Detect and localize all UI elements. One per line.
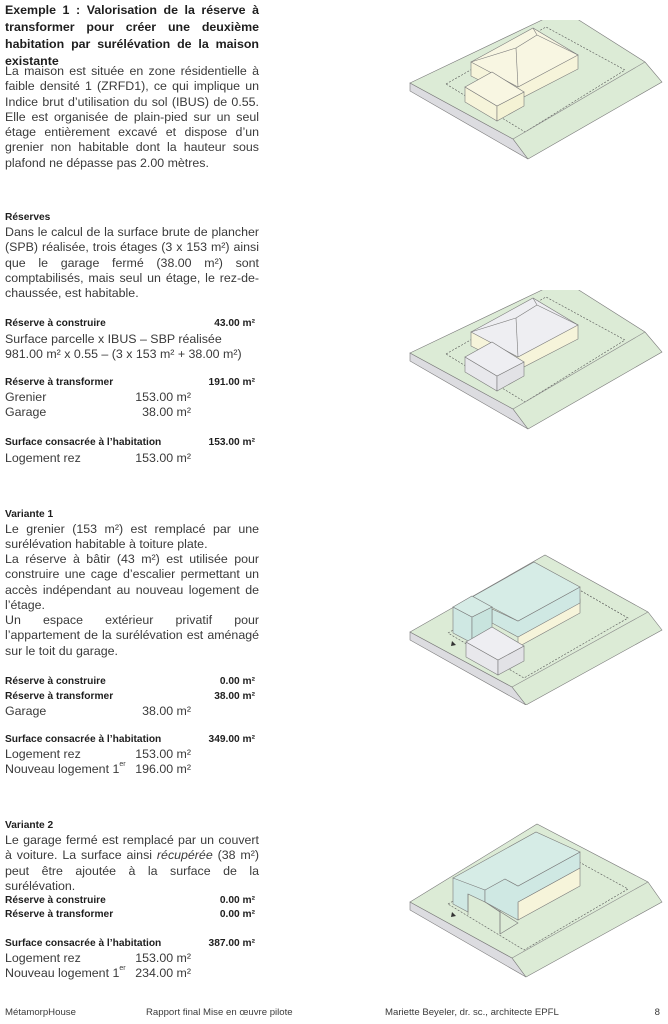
logement-rez-value: 153.00 m² — [135, 451, 191, 465]
intro-paragraph: La maison est située en zone résidentielle à faible densité 1 (ZRFD1), ce qui implique un Indice brut d’utilisation du sol (IBUS) de 0.55. Elle est organisée de plain-pied sur un seul étage entièrement excavé et dispose d’un grenier non habitable dont la hauteur sous plafond ne dépasse pas 2.00 mètres. — [5, 64, 259, 170]
v2-habitation-value: 387.00 m² — [208, 938, 255, 949]
illustration-reserves — [400, 290, 668, 435]
variante2-paragraph — [5, 833, 259, 894]
v1-garage-value: 38.00 m² — [142, 704, 191, 718]
v1-nouveau-logement-sup: er — [119, 761, 126, 768]
reserve-construire-value: 43.00 m² — [214, 318, 255, 329]
v2-habitation-row — [5, 938, 255, 952]
v2-reserve-construire-label: Réserve à construire — [5, 895, 106, 906]
v2-reserve-construire-row — [5, 895, 255, 909]
variante2-text-emphasis: récupérée — [156, 848, 213, 863]
v1-nouveau-logement-text: Nouveau logement 1 — [5, 762, 120, 776]
footer-project-name: MétamorpHouse — [5, 1007, 76, 1018]
logement-rez-row — [5, 451, 255, 467]
grenier-label: Grenier — [5, 390, 47, 404]
v1-reserve-construire-row — [5, 676, 255, 690]
v1-logement-rez-value: 153.00 m² — [135, 747, 191, 761]
v2-nouveau-logement-sup: er — [119, 965, 126, 972]
garage-row — [5, 405, 255, 421]
reserve-construire-label: Réserve à construire — [5, 318, 106, 329]
reserves-heading: Réserves — [5, 212, 51, 223]
v2-nouveau-logement-text: Nouveau logement 1 — [5, 966, 120, 980]
v1-habitation-label: Surface consacrée à l’habitation — [5, 734, 162, 745]
reserve-construire-row — [5, 318, 255, 332]
v2-reserve-transformer-value: 0.00 m² — [219, 909, 255, 920]
v1-habitation-value: 349.00 m² — [208, 734, 255, 745]
v1-logement-rez-label: Logement rez — [5, 747, 81, 761]
habitation-row — [5, 437, 255, 451]
v1-nouveau-logement-value: 196.00 m² — [135, 762, 191, 776]
v2-habitation-label: Surface consacrée à l’habitation — [5, 938, 162, 949]
v1-reserve-construire-value: 0.00 m² — [219, 676, 255, 687]
garage-label: Garage — [5, 405, 47, 419]
v2-reserve-transformer-label: Réserve à transformer — [5, 909, 114, 920]
garage-value: 38.00 m² — [142, 405, 191, 419]
v2-reserve-transformer-row — [5, 909, 255, 923]
footer-author: Mariette Beyeler, dr. sc., architecte EPFL — [385, 1007, 559, 1018]
page-number: 8 — [654, 1007, 660, 1018]
v1-habitation-row — [5, 734, 255, 748]
reserve-transformer-label: Réserve à transformer — [5, 377, 114, 388]
variante2-text-b: (38 m²) peut être ajoutée à la surface de la surélévation. — [5, 848, 259, 893]
grenier-row — [5, 390, 255, 406]
illustration-existing-house — [400, 20, 668, 165]
v1-reserve-transformer-value: 38.00 m² — [214, 691, 255, 702]
illustration-variante-1 — [400, 545, 668, 705]
variante2-heading: Variante 2 — [5, 820, 54, 831]
reserves-paragraph: Dans le calcul de la surface brute de plancher (SPB) réalisée, trois étages (3 x 153 m²) ainsi que le garage fermé (38.00 m²) sont comptabilisés, mais seul un étage, le rez-de-chaussée, est habitable. — [5, 225, 259, 301]
variante1-paragraph-1: Le grenier (153 m²) est remplacé par une surélévation habitable à toiture plate. — [5, 522, 259, 552]
variante2-text-a: Le garage fermé est remplacé par un couvert à voiture. La surface ainsi — [5, 833, 259, 863]
habitation-value: 153.00 m² — [208, 437, 255, 448]
v2-nouveau-logement-row — [5, 966, 255, 982]
v2-nouveau-logement-label — [5, 966, 126, 980]
v2-reserve-construire-value: 0.00 m² — [219, 895, 255, 906]
v1-reserve-transformer-row — [5, 691, 255, 705]
v2-logement-rez-label: Logement rez — [5, 951, 81, 965]
variante1-heading: Variante 1 — [5, 509, 54, 520]
page-title: Exemple 1 : Valorisation de la réserve à transformer pour créer une deuxième habitation par surélévation de la maison existante — [5, 3, 259, 68]
logement-rez-label: Logement rez — [5, 451, 81, 465]
v1-logement-rez-row — [5, 747, 255, 763]
variante1-paragraph-3: Un espace extérieur privatif pour l’appartement de la surélévation est aménagé sur le toit du garage. — [5, 613, 259, 658]
formula-line-1: Surface parcelle x IBUS – SBP réalisée — [5, 332, 222, 346]
reserve-transformer-value: 191.00 m² — [208, 377, 255, 388]
v1-garage-row — [5, 704, 255, 720]
habitation-label: Surface consacrée à l’habitation — [5, 437, 162, 448]
v1-nouveau-logement-label — [5, 762, 126, 776]
grenier-value: 153.00 m² — [135, 390, 191, 404]
reserve-transformer-row — [5, 377, 255, 391]
illustration-variante-2 — [400, 822, 668, 982]
v2-logement-rez-value: 153.00 m² — [135, 951, 191, 965]
formula-line-2: 981.00 m² x 0.55 – (3 x 153 m² + 38.00 m²) — [5, 347, 242, 361]
footer-report-title: Rapport final Mise en œuvre pilote — [146, 1007, 293, 1018]
v2-logement-rez-row — [5, 951, 255, 967]
v2-nouveau-logement-value: 234.00 m² — [135, 966, 191, 980]
v1-reserve-construire-label: Réserve à construire — [5, 676, 106, 687]
v1-garage-label: Garage — [5, 704, 47, 718]
variante1-paragraph-2: La réserve à bâtir (43 m²) est utilisée pour construire une cage d’escalier permettant un accès indépendant au nouveau logement de l’étage. — [5, 552, 259, 612]
v1-reserve-transformer-label: Réserve à transformer — [5, 691, 114, 702]
v1-nouveau-logement-row — [5, 762, 255, 778]
